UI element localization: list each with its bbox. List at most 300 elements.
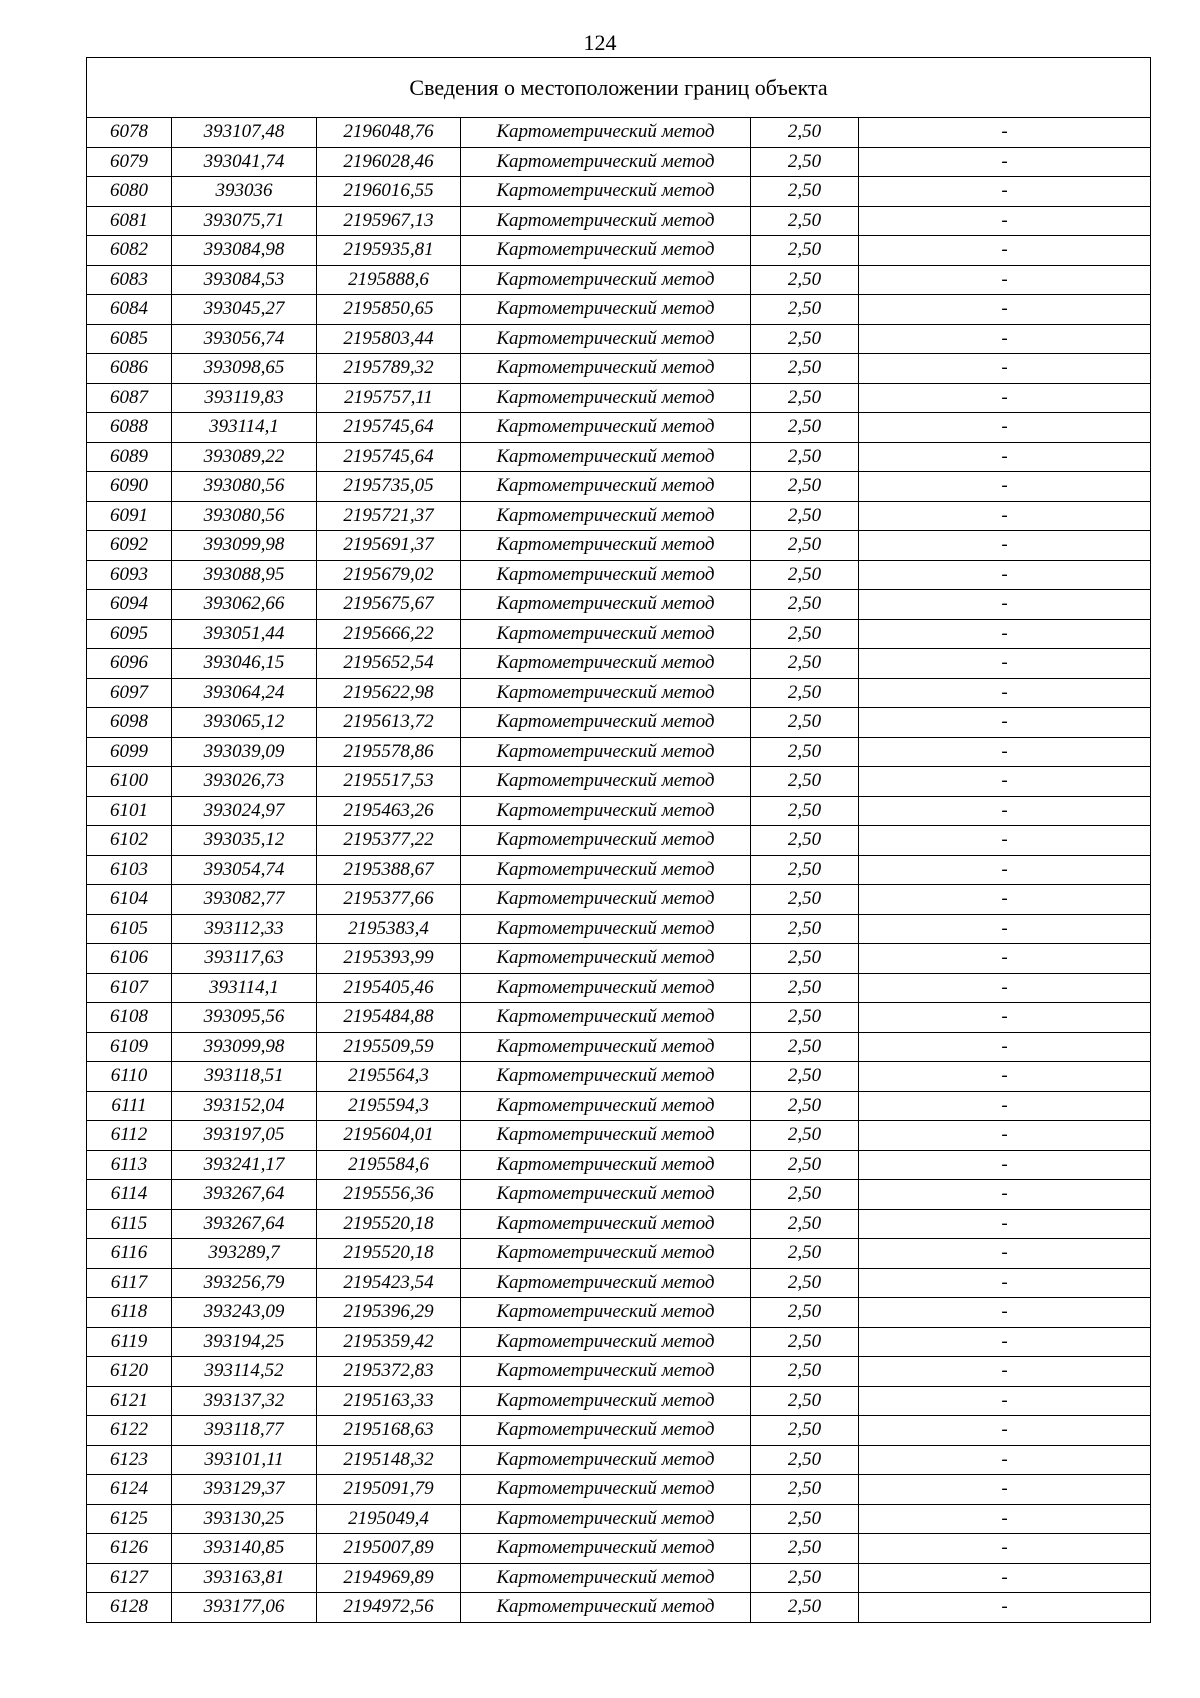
note-cell: - — [859, 1445, 1151, 1475]
method-cell: Картометрический метод — [461, 560, 751, 590]
x-coordinate-cell: 393114,1 — [172, 973, 317, 1003]
point-number-cell: 6104 — [87, 885, 172, 915]
y-coordinate-cell: 2195679,02 — [317, 560, 461, 590]
accuracy-cell: 2,50 — [751, 442, 859, 472]
point-number-cell: 6119 — [87, 1327, 172, 1357]
accuracy-cell: 2,50 — [751, 1239, 859, 1269]
y-coordinate-cell: 2196028,46 — [317, 147, 461, 177]
table-row — [87, 678, 1151, 708]
table-row — [87, 324, 1151, 354]
method-cell: Картометрический метод — [461, 1357, 751, 1387]
table-row — [87, 1032, 1151, 1062]
method-cell: Картометрический метод — [461, 206, 751, 236]
y-coordinate-cell: 2195383,4 — [317, 914, 461, 944]
method-cell: Картометрический метод — [461, 1504, 751, 1534]
x-coordinate-cell: 393163,81 — [172, 1563, 317, 1593]
point-number-cell: 6105 — [87, 914, 172, 944]
x-coordinate-cell: 393114,52 — [172, 1357, 317, 1387]
point-number-cell: 6121 — [87, 1386, 172, 1416]
table-row — [87, 118, 1151, 148]
x-coordinate-cell: 393140,85 — [172, 1534, 317, 1564]
method-cell: Картометрический метод — [461, 413, 751, 443]
y-coordinate-cell: 2195388,67 — [317, 855, 461, 885]
x-coordinate-cell: 393177,06 — [172, 1593, 317, 1623]
accuracy-cell: 2,50 — [751, 1327, 859, 1357]
point-number-cell: 6079 — [87, 147, 172, 177]
accuracy-cell: 2,50 — [751, 826, 859, 856]
note-cell: - — [859, 383, 1151, 413]
x-coordinate-cell: 393045,27 — [172, 295, 317, 325]
table-row — [87, 560, 1151, 590]
x-coordinate-cell: 393062,66 — [172, 590, 317, 620]
y-coordinate-cell: 2195091,79 — [317, 1475, 461, 1505]
x-coordinate-cell: 393129,37 — [172, 1475, 317, 1505]
x-coordinate-cell: 393130,25 — [172, 1504, 317, 1534]
accuracy-cell: 2,50 — [751, 501, 859, 531]
x-coordinate-cell: 393046,15 — [172, 649, 317, 679]
accuracy-cell: 2,50 — [751, 590, 859, 620]
method-cell: Картометрический метод — [461, 1386, 751, 1416]
y-coordinate-cell: 2195578,86 — [317, 737, 461, 767]
method-cell: Картометрический метод — [461, 737, 751, 767]
y-coordinate-cell: 2195520,18 — [317, 1209, 461, 1239]
x-coordinate-cell: 393075,71 — [172, 206, 317, 236]
x-coordinate-cell: 393035,12 — [172, 826, 317, 856]
note-cell: - — [859, 1593, 1151, 1623]
note-cell: - — [859, 560, 1151, 590]
x-coordinate-cell: 393241,17 — [172, 1150, 317, 1180]
point-number-cell: 6124 — [87, 1475, 172, 1505]
point-number-cell: 6084 — [87, 295, 172, 325]
point-number-cell: 6113 — [87, 1150, 172, 1180]
accuracy-cell: 2,50 — [751, 1534, 859, 1564]
table-row — [87, 944, 1151, 974]
note-cell: - — [859, 590, 1151, 620]
accuracy-cell: 2,50 — [751, 1298, 859, 1328]
accuracy-cell: 2,50 — [751, 737, 859, 767]
accuracy-cell: 2,50 — [751, 914, 859, 944]
note-cell: - — [859, 1121, 1151, 1151]
note-cell: - — [859, 708, 1151, 738]
accuracy-cell: 2,50 — [751, 649, 859, 679]
point-number-cell: 6096 — [87, 649, 172, 679]
table-row — [87, 767, 1151, 797]
table-row — [87, 236, 1151, 266]
y-coordinate-cell: 2195520,18 — [317, 1239, 461, 1269]
note-cell: - — [859, 973, 1151, 1003]
point-number-cell: 6087 — [87, 383, 172, 413]
y-coordinate-cell: 2195850,65 — [317, 295, 461, 325]
x-coordinate-cell: 393099,98 — [172, 531, 317, 561]
note-cell: - — [859, 236, 1151, 266]
y-coordinate-cell: 2195377,22 — [317, 826, 461, 856]
accuracy-cell: 2,50 — [751, 118, 859, 148]
table-row — [87, 177, 1151, 207]
point-number-cell: 6098 — [87, 708, 172, 738]
x-coordinate-cell: 393194,25 — [172, 1327, 317, 1357]
note-cell: - — [859, 944, 1151, 974]
y-coordinate-cell: 2195359,42 — [317, 1327, 461, 1357]
table-row — [87, 413, 1151, 443]
accuracy-cell: 2,50 — [751, 236, 859, 266]
point-number-cell: 6109 — [87, 1032, 172, 1062]
table-row — [87, 796, 1151, 826]
method-cell: Картометрический метод — [461, 649, 751, 679]
point-number-cell: 6081 — [87, 206, 172, 236]
accuracy-cell: 2,50 — [751, 1150, 859, 1180]
method-cell: Картометрический метод — [461, 442, 751, 472]
x-coordinate-cell: 393197,05 — [172, 1121, 317, 1151]
y-coordinate-cell: 2195721,37 — [317, 501, 461, 531]
method-cell: Картометрический метод — [461, 177, 751, 207]
point-number-cell: 6097 — [87, 678, 172, 708]
accuracy-cell: 2,50 — [751, 324, 859, 354]
x-coordinate-cell: 393080,56 — [172, 501, 317, 531]
y-coordinate-cell: 2195584,6 — [317, 1150, 461, 1180]
table-row — [87, 265, 1151, 295]
method-cell: Картометрический метод — [461, 1180, 751, 1210]
y-coordinate-cell: 2195423,54 — [317, 1268, 461, 1298]
x-coordinate-cell: 393088,95 — [172, 560, 317, 590]
accuracy-cell: 2,50 — [751, 413, 859, 443]
point-number-cell: 6082 — [87, 236, 172, 266]
point-number-cell: 6085 — [87, 324, 172, 354]
accuracy-cell: 2,50 — [751, 1416, 859, 1446]
note-cell: - — [859, 1534, 1151, 1564]
note-cell: - — [859, 1239, 1151, 1269]
page-number: 124 — [583, 30, 617, 55]
accuracy-cell: 2,50 — [751, 177, 859, 207]
note-cell: - — [859, 1563, 1151, 1593]
point-number-cell: 6094 — [87, 590, 172, 620]
table-row — [87, 1150, 1151, 1180]
method-cell: Картометрический метод — [461, 265, 751, 295]
method-cell: Картометрический метод — [461, 914, 751, 944]
method-cell: Картометрический метод — [461, 1003, 751, 1033]
point-number-cell: 6112 — [87, 1121, 172, 1151]
method-cell: Картометрический метод — [461, 973, 751, 1003]
note-cell: - — [859, 1032, 1151, 1062]
accuracy-cell: 2,50 — [751, 1386, 859, 1416]
table-row — [87, 1003, 1151, 1033]
y-coordinate-cell: 2195049,4 — [317, 1504, 461, 1534]
x-coordinate-cell: 393026,73 — [172, 767, 317, 797]
note-cell: - — [859, 442, 1151, 472]
accuracy-cell: 2,50 — [751, 560, 859, 590]
accuracy-cell: 2,50 — [751, 354, 859, 384]
point-number-cell: 6115 — [87, 1209, 172, 1239]
y-coordinate-cell: 2195463,26 — [317, 796, 461, 826]
method-cell: Картометрический метод — [461, 1121, 751, 1151]
accuracy-cell: 2,50 — [751, 708, 859, 738]
point-number-cell: 6118 — [87, 1298, 172, 1328]
table-row — [87, 1504, 1151, 1534]
table-row — [87, 1593, 1151, 1623]
note-cell: - — [859, 1416, 1151, 1446]
accuracy-cell: 2,50 — [751, 295, 859, 325]
x-coordinate-cell: 393084,53 — [172, 265, 317, 295]
point-number-cell: 6090 — [87, 472, 172, 502]
method-cell: Картометрический метод — [461, 1298, 751, 1328]
x-coordinate-cell: 393056,74 — [172, 324, 317, 354]
table-row — [87, 501, 1151, 531]
note-cell: - — [859, 1180, 1151, 1210]
accuracy-cell: 2,50 — [751, 1563, 859, 1593]
y-coordinate-cell: 2195666,22 — [317, 619, 461, 649]
note-cell: - — [859, 1504, 1151, 1534]
point-number-cell: 6128 — [87, 1593, 172, 1623]
point-number-cell: 6111 — [87, 1091, 172, 1121]
accuracy-cell: 2,50 — [751, 1032, 859, 1062]
accuracy-cell: 2,50 — [751, 678, 859, 708]
point-number-cell: 6083 — [87, 265, 172, 295]
y-coordinate-cell: 2195735,05 — [317, 472, 461, 502]
x-coordinate-cell: 393267,64 — [172, 1209, 317, 1239]
point-number-cell: 6107 — [87, 973, 172, 1003]
note-cell: - — [859, 206, 1151, 236]
x-coordinate-cell: 393152,04 — [172, 1091, 317, 1121]
point-number-cell: 6125 — [87, 1504, 172, 1534]
note-cell: - — [859, 1357, 1151, 1387]
y-coordinate-cell: 2195484,88 — [317, 1003, 461, 1033]
table-row — [87, 1268, 1151, 1298]
table-row — [87, 1091, 1151, 1121]
note-cell: - — [859, 1327, 1151, 1357]
y-coordinate-cell: 2195168,63 — [317, 1416, 461, 1446]
table-row — [87, 973, 1151, 1003]
note-cell: - — [859, 1062, 1151, 1092]
y-coordinate-cell: 2195564,3 — [317, 1062, 461, 1092]
accuracy-cell: 2,50 — [751, 1475, 859, 1505]
method-cell: Картометрический метод — [461, 1150, 751, 1180]
note-cell: - — [859, 885, 1151, 915]
method-cell: Картометрический метод — [461, 118, 751, 148]
boundary-table — [86, 57, 1151, 1623]
y-coordinate-cell: 2195652,54 — [317, 649, 461, 679]
y-coordinate-cell: 2195967,13 — [317, 206, 461, 236]
x-coordinate-cell: 393118,77 — [172, 1416, 317, 1446]
note-cell: - — [859, 472, 1151, 502]
y-coordinate-cell: 2195405,46 — [317, 973, 461, 1003]
x-coordinate-cell: 393051,44 — [172, 619, 317, 649]
method-cell: Картометрический метод — [461, 1534, 751, 1564]
point-number-cell: 6095 — [87, 619, 172, 649]
note-cell: - — [859, 501, 1151, 531]
method-cell: Картометрический метод — [461, 1563, 751, 1593]
note-cell: - — [859, 678, 1151, 708]
y-coordinate-cell: 2195594,3 — [317, 1091, 461, 1121]
accuracy-cell: 2,50 — [751, 206, 859, 236]
accuracy-cell: 2,50 — [751, 1121, 859, 1151]
note-cell: - — [859, 1298, 1151, 1328]
table-row — [87, 1563, 1151, 1593]
point-number-cell: 6106 — [87, 944, 172, 974]
x-coordinate-cell: 393243,09 — [172, 1298, 317, 1328]
method-cell: Картометрический метод — [461, 1475, 751, 1505]
method-cell: Картометрический метод — [461, 944, 751, 974]
method-cell: Картометрический метод — [461, 619, 751, 649]
point-number-cell: 6089 — [87, 442, 172, 472]
point-number-cell: 6122 — [87, 1416, 172, 1446]
point-number-cell: 6078 — [87, 118, 172, 148]
y-coordinate-cell: 2195396,29 — [317, 1298, 461, 1328]
y-coordinate-cell: 2196016,55 — [317, 177, 461, 207]
accuracy-cell: 2,50 — [751, 1062, 859, 1092]
y-coordinate-cell: 2195517,53 — [317, 767, 461, 797]
x-coordinate-cell: 393099,98 — [172, 1032, 317, 1062]
note-cell: - — [859, 767, 1151, 797]
x-coordinate-cell: 393112,33 — [172, 914, 317, 944]
method-cell: Картометрический метод — [461, 531, 751, 561]
y-coordinate-cell: 2195509,59 — [317, 1032, 461, 1062]
x-coordinate-cell: 393036 — [172, 177, 317, 207]
table-row — [87, 708, 1151, 738]
y-coordinate-cell: 2195393,99 — [317, 944, 461, 974]
note-cell: - — [859, 265, 1151, 295]
accuracy-cell: 2,50 — [751, 531, 859, 561]
y-coordinate-cell: 2195691,37 — [317, 531, 461, 561]
table-row — [87, 531, 1151, 561]
y-coordinate-cell: 2195935,81 — [317, 236, 461, 266]
note-cell: - — [859, 826, 1151, 856]
x-coordinate-cell: 393065,12 — [172, 708, 317, 738]
method-cell: Картометрический метод — [461, 236, 751, 266]
accuracy-cell: 2,50 — [751, 1357, 859, 1387]
table-row — [87, 914, 1151, 944]
method-cell: Картометрический метод — [461, 708, 751, 738]
y-coordinate-cell: 2195377,66 — [317, 885, 461, 915]
x-coordinate-cell: 393107,48 — [172, 118, 317, 148]
point-number-cell: 6114 — [87, 1180, 172, 1210]
note-cell: - — [859, 1209, 1151, 1239]
note-cell: - — [859, 118, 1151, 148]
method-cell: Картометрический метод — [461, 1032, 751, 1062]
table-row — [87, 1121, 1151, 1151]
note-cell: - — [859, 177, 1151, 207]
method-cell: Картометрический метод — [461, 885, 751, 915]
table-row — [87, 1298, 1151, 1328]
accuracy-cell: 2,50 — [751, 619, 859, 649]
accuracy-cell: 2,50 — [751, 1091, 859, 1121]
note-cell: - — [859, 413, 1151, 443]
method-cell: Картометрический метод — [461, 767, 751, 797]
x-coordinate-cell: 393256,79 — [172, 1268, 317, 1298]
table-row — [87, 1239, 1151, 1269]
x-coordinate-cell: 393137,32 — [172, 1386, 317, 1416]
accuracy-cell: 2,50 — [751, 383, 859, 413]
accuracy-cell: 2,50 — [751, 265, 859, 295]
method-cell: Картометрический метод — [461, 354, 751, 384]
point-number-cell: 6110 — [87, 1062, 172, 1092]
y-coordinate-cell: 2195789,32 — [317, 354, 461, 384]
x-coordinate-cell: 393084,98 — [172, 236, 317, 266]
accuracy-cell: 2,50 — [751, 796, 859, 826]
y-coordinate-cell: 2195556,36 — [317, 1180, 461, 1210]
y-coordinate-cell: 2195372,83 — [317, 1357, 461, 1387]
table-row — [87, 383, 1151, 413]
accuracy-cell: 2,50 — [751, 1593, 859, 1623]
y-coordinate-cell: 2195163,33 — [317, 1386, 461, 1416]
point-number-cell: 6127 — [87, 1563, 172, 1593]
table-row — [87, 590, 1151, 620]
note-cell: - — [859, 1003, 1151, 1033]
y-coordinate-cell: 2195803,44 — [317, 324, 461, 354]
table-row — [87, 1209, 1151, 1239]
x-coordinate-cell: 393098,65 — [172, 354, 317, 384]
y-coordinate-cell: 2196048,76 — [317, 118, 461, 148]
table-row — [87, 649, 1151, 679]
y-coordinate-cell: 2195745,64 — [317, 442, 461, 472]
table-row — [87, 1534, 1151, 1564]
accuracy-cell: 2,50 — [751, 1268, 859, 1298]
accuracy-cell: 2,50 — [751, 944, 859, 974]
method-cell: Картометрический метод — [461, 855, 751, 885]
note-cell: - — [859, 531, 1151, 561]
x-coordinate-cell: 393118,51 — [172, 1062, 317, 1092]
table-row — [87, 1416, 1151, 1446]
method-cell: Картометрический метод — [461, 796, 751, 826]
y-coordinate-cell: 2195888,6 — [317, 265, 461, 295]
note-cell: - — [859, 324, 1151, 354]
method-cell: Картометрический метод — [461, 1327, 751, 1357]
point-number-cell: 6117 — [87, 1268, 172, 1298]
point-number-cell: 6092 — [87, 531, 172, 561]
y-coordinate-cell: 2195604,01 — [317, 1121, 461, 1151]
point-number-cell: 6126 — [87, 1534, 172, 1564]
note-cell: - — [859, 1475, 1151, 1505]
point-number-cell: 6091 — [87, 501, 172, 531]
x-coordinate-cell: 393024,97 — [172, 796, 317, 826]
x-coordinate-cell: 393119,83 — [172, 383, 317, 413]
x-coordinate-cell: 393267,64 — [172, 1180, 317, 1210]
table-row — [87, 1180, 1151, 1210]
table-row — [87, 855, 1151, 885]
method-cell: Картометрический метод — [461, 1445, 751, 1475]
note-cell: - — [859, 1091, 1151, 1121]
table-row — [87, 737, 1151, 767]
table-row — [87, 147, 1151, 177]
x-coordinate-cell: 393101,11 — [172, 1445, 317, 1475]
note-cell: - — [859, 796, 1151, 826]
point-number-cell: 6086 — [87, 354, 172, 384]
accuracy-cell: 2,50 — [751, 1209, 859, 1239]
table-row — [87, 442, 1151, 472]
point-number-cell: 6088 — [87, 413, 172, 443]
point-number-cell: 6108 — [87, 1003, 172, 1033]
point-number-cell: 6101 — [87, 796, 172, 826]
method-cell: Картометрический метод — [461, 1091, 751, 1121]
method-cell: Картометрический метод — [461, 678, 751, 708]
method-cell: Картометрический метод — [461, 1593, 751, 1623]
method-cell: Картометрический метод — [461, 826, 751, 856]
y-coordinate-cell: 2194969,89 — [317, 1563, 461, 1593]
method-cell: Картометрический метод — [461, 383, 751, 413]
method-cell: Картометрический метод — [461, 324, 751, 354]
x-coordinate-cell: 393039,09 — [172, 737, 317, 767]
x-coordinate-cell: 393095,56 — [172, 1003, 317, 1033]
accuracy-cell: 2,50 — [751, 973, 859, 1003]
accuracy-cell: 2,50 — [751, 147, 859, 177]
method-cell: Картометрический метод — [461, 147, 751, 177]
point-number-cell: 6123 — [87, 1445, 172, 1475]
note-cell: - — [859, 649, 1151, 679]
table-header-row — [87, 58, 1151, 118]
point-number-cell: 6099 — [87, 737, 172, 767]
table-row — [87, 472, 1151, 502]
y-coordinate-cell: 2195757,11 — [317, 383, 461, 413]
x-coordinate-cell: 393289,7 — [172, 1239, 317, 1269]
accuracy-cell: 2,50 — [751, 1504, 859, 1534]
